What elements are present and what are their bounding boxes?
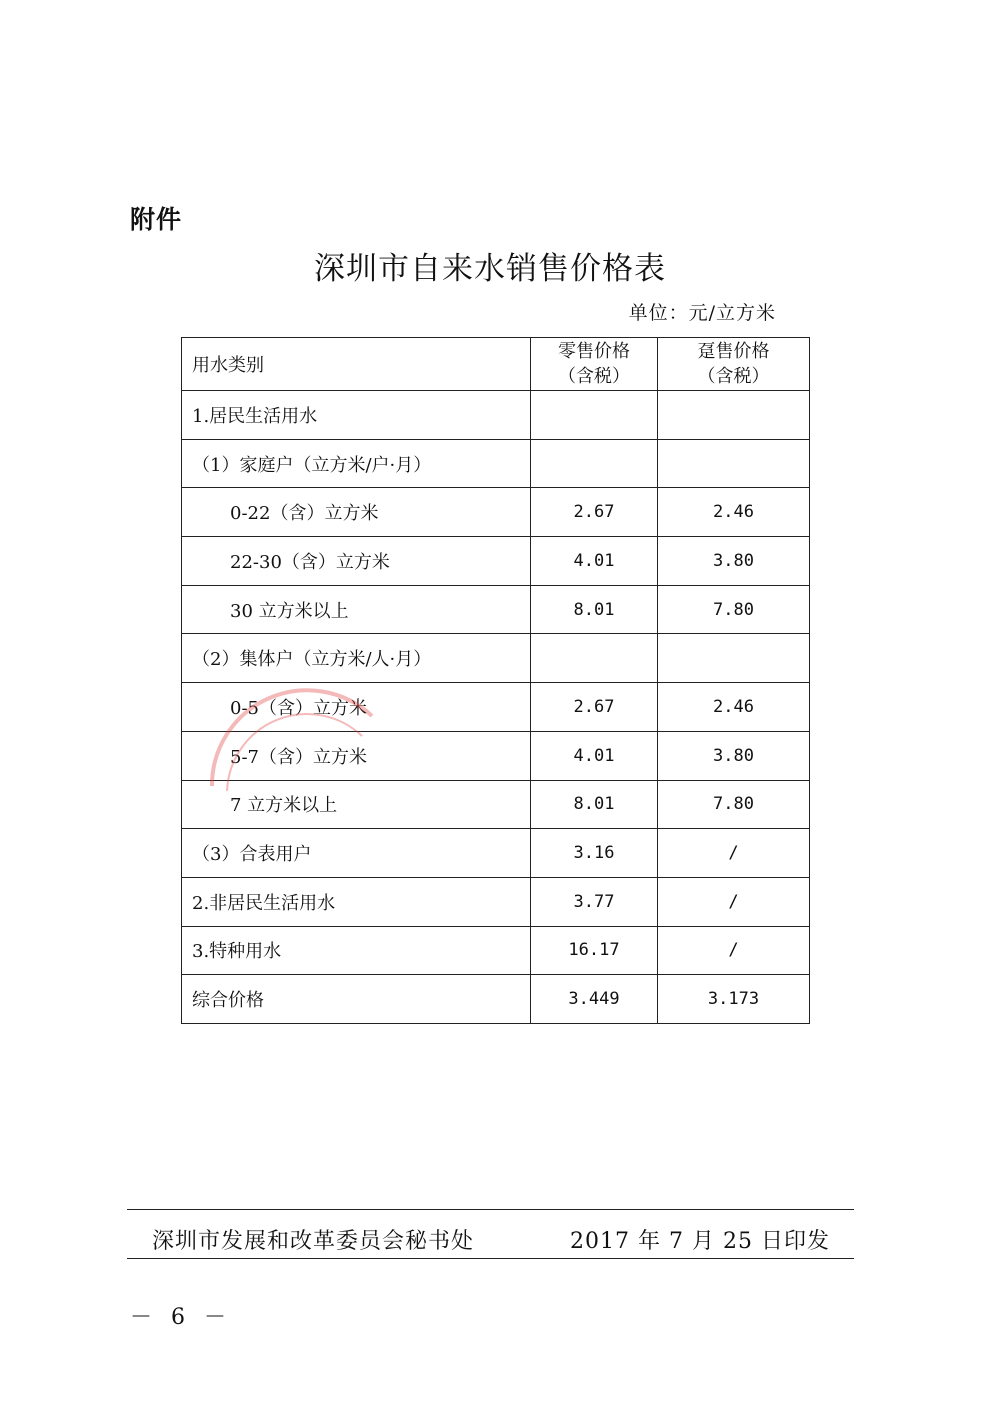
cell-wholesale-price: / <box>658 829 810 878</box>
cell-category: 22-30（含）立方米 <box>182 537 531 586</box>
cell-wholesale-price: / <box>658 877 810 926</box>
table-row <box>182 731 810 780</box>
cell-category: 2.非居民生活用水 <box>182 877 531 926</box>
header-wholesale-line2: （含税） <box>697 366 770 387</box>
cell-category: 5-7（含）立方米 <box>182 731 531 780</box>
table-row <box>182 537 810 586</box>
cell-retail-price: 3.16 <box>531 829 658 878</box>
cell-retail-price: 3.77 <box>531 877 658 926</box>
cell-category: 7 立方米以上 <box>182 780 531 829</box>
table-row <box>182 926 810 975</box>
page-number: － 6 － <box>130 1305 232 1330</box>
cell-retail-price: 4.01 <box>531 537 658 586</box>
cell-retail-price <box>531 634 658 683</box>
footer-issuer: 深圳市发展和改革委员会秘书处 <box>152 1229 475 1254</box>
cell-retail-price: 8.01 <box>531 780 658 829</box>
cell-category: （3）合表用户 <box>182 829 531 878</box>
cell-wholesale-price: / <box>658 926 810 975</box>
table-row <box>182 975 810 1024</box>
table-row <box>182 877 810 926</box>
cell-wholesale-price: 2.46 <box>658 488 810 537</box>
cell-wholesale-price: 3.80 <box>658 537 810 586</box>
table-row <box>182 683 810 732</box>
header-retail-line2: （含税） <box>558 366 630 387</box>
table-row <box>182 780 810 829</box>
table-row <box>182 585 810 634</box>
cell-category: 30 立方米以上 <box>182 585 531 634</box>
cell-retail-price <box>531 391 658 440</box>
cell-category: 0-22（含）立方米 <box>182 488 531 537</box>
document-title: 深圳市自来水销售价格表 <box>314 251 666 287</box>
header-wholesale-line1: 趸售价格 <box>697 341 770 362</box>
table-row <box>182 439 810 488</box>
cell-wholesale-price: 3.80 <box>658 731 810 780</box>
cell-retail-price: 16.17 <box>531 926 658 975</box>
cell-category: 1.居民生活用水 <box>182 391 531 440</box>
cell-retail-price <box>531 439 658 488</box>
water-price-table <box>181 337 810 1024</box>
header-retail-line1: 零售价格 <box>558 341 630 362</box>
table-row <box>182 634 810 683</box>
footer-bottom-rule <box>127 1258 854 1259</box>
header-wholesale-price <box>658 338 810 391</box>
cell-wholesale-price: 7.80 <box>658 585 810 634</box>
unit-note: 单位：元/立方米 <box>628 302 776 324</box>
cell-retail-price: 2.67 <box>531 488 658 537</box>
cell-category: 0-5（含）立方米 <box>182 683 531 732</box>
cell-retail-price: 3.449 <box>531 975 658 1024</box>
cell-wholesale-price <box>658 634 810 683</box>
table-row <box>182 391 810 440</box>
cell-category: （1）家庭户（立方米/户·月） <box>182 439 531 488</box>
cell-category: （2）集体户（立方米/人·月） <box>182 634 531 683</box>
cell-category: 综合价格 <box>182 975 531 1024</box>
header-category: 用水类别 <box>182 338 531 391</box>
table-header-row <box>182 338 810 391</box>
cell-retail-price: 8.01 <box>531 585 658 634</box>
table-row <box>182 488 810 537</box>
attachment-label: 附件 <box>130 205 183 234</box>
cell-retail-price: 2.67 <box>531 683 658 732</box>
cell-wholesale-price: 2.46 <box>658 683 810 732</box>
cell-wholesale-price: 3.173 <box>658 975 810 1024</box>
cell-wholesale-price: 7.80 <box>658 780 810 829</box>
header-retail-price <box>531 338 658 391</box>
table-row <box>182 829 810 878</box>
cell-category: 3.特种用水 <box>182 926 531 975</box>
cell-retail-price: 4.01 <box>531 731 658 780</box>
cell-wholesale-price <box>658 439 810 488</box>
footer-print-date: 2017 年 7 月 25 日印发 <box>570 1229 830 1254</box>
cell-wholesale-price <box>658 391 810 440</box>
footer-top-rule <box>127 1209 854 1210</box>
